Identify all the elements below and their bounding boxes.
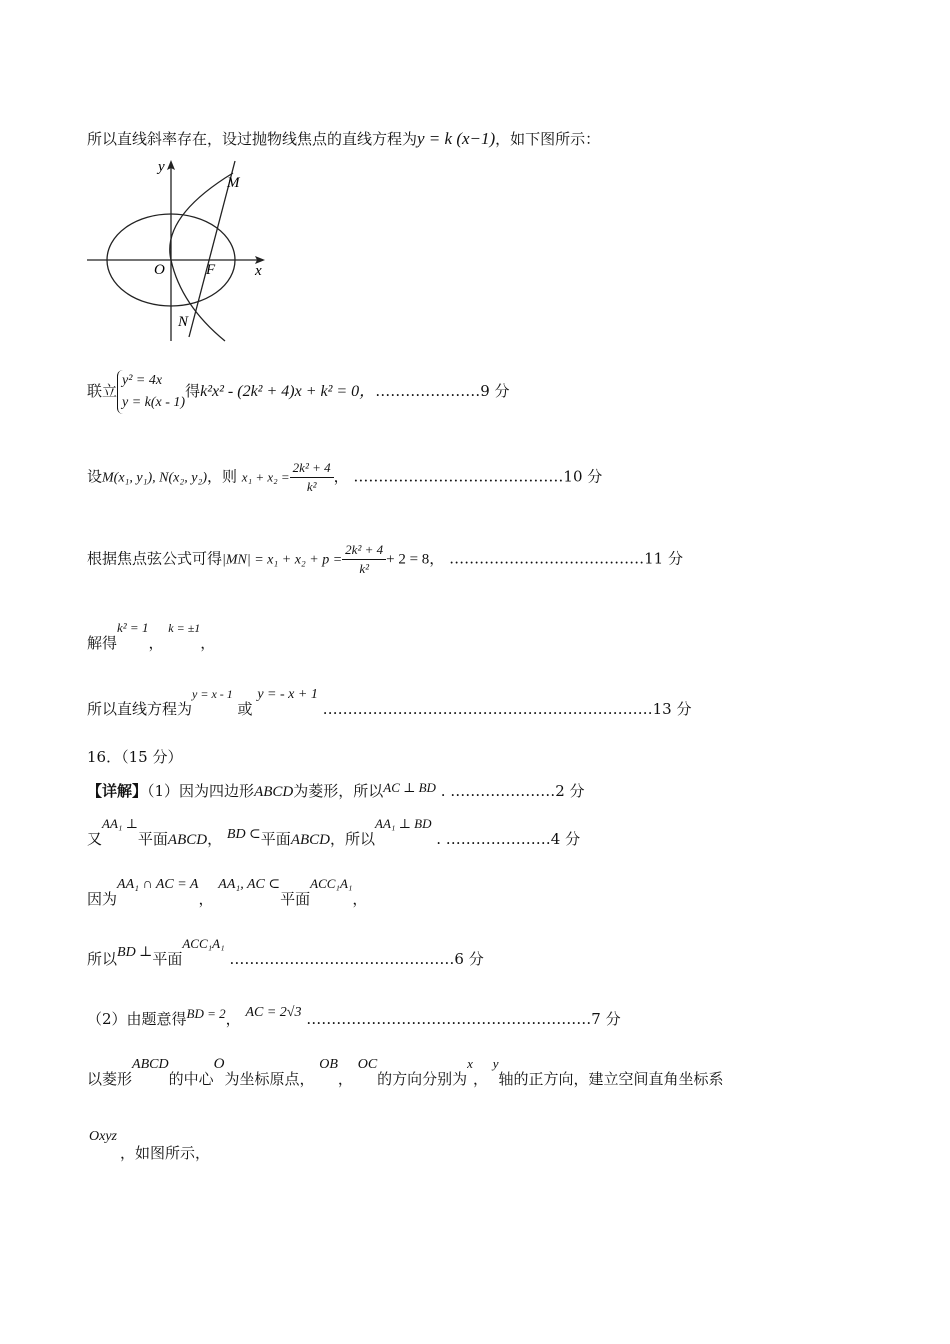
axis-x: x: [467, 1056, 473, 1071]
line2-equation: k²x² - (2k² + 4)x + k² = 0，: [200, 383, 376, 400]
line3-then: ，则: [207, 467, 238, 486]
comma: ，: [225, 1010, 241, 1028]
line5-end: ，: [200, 634, 216, 652]
line12-text: （2）由题意得: [87, 1010, 187, 1028]
text-line-2: [87, 370, 510, 414]
leader-dots: . …………………: [440, 782, 556, 800]
comma: ，: [337, 1070, 353, 1088]
text-line-1: [87, 128, 600, 149]
intersection-eq: AA₁ ∩ AC = A: [117, 877, 199, 892]
line5-sep: ，: [148, 634, 164, 652]
focal-chord-eq: |MN| = x₁ + x₂ + p =: [222, 552, 343, 568]
line8-text2: 为菱形，所以: [293, 782, 384, 800]
line13-t5: 轴的正方向，建立空间直角坐标系: [498, 1070, 724, 1088]
bd-perp: BD ⊥: [117, 945, 153, 960]
line1-tail: ，如下图所示：: [495, 130, 601, 148]
leader-dots: ……………………………………: [353, 467, 564, 486]
score: 11 分: [644, 549, 683, 568]
equation-system: [117, 370, 185, 414]
line6-text: 所以直线方程为: [87, 700, 193, 718]
score: 6 分: [454, 950, 484, 968]
detail-label: 【详解】: [87, 782, 148, 800]
leader-dots: …………………………………………………: [306, 1010, 592, 1028]
bd-value: BD = 2: [186, 1006, 226, 1021]
fraction: [342, 542, 386, 577]
text-line-12: [87, 1005, 621, 1029]
line-eq-2: y = - x + 1: [257, 687, 318, 702]
k-value-eq: k = ±1: [168, 621, 201, 635]
leader-dots: …………………………………………………………: [322, 700, 653, 718]
abcd: ABCD: [132, 1057, 169, 1072]
score: 13 分: [652, 700, 692, 718]
score: 9 分: [480, 382, 510, 400]
abcd: ABCD: [254, 784, 294, 800]
figure-label-N: N: [178, 314, 189, 330]
axis-y: y: [492, 1056, 499, 1071]
aa1-perp: AA₁ ⊥: [102, 816, 138, 831]
line9-text2: ，所以: [329, 830, 375, 848]
oc: OC: [357, 1057, 378, 1072]
line13-text: 以菱形: [87, 1070, 133, 1088]
line-eq-1: y = x - 1: [192, 687, 233, 701]
fraction-numerator: 2k² + 4: [342, 542, 386, 560]
question-heading: [87, 746, 182, 767]
text-line-11: [87, 936, 484, 969]
plane-label: 平面: [152, 950, 183, 968]
score: 4 分: [550, 830, 581, 848]
fraction: [290, 460, 334, 495]
comma: ，: [207, 830, 223, 848]
text-line-8: [87, 780, 585, 801]
figure-label-O: O: [154, 262, 165, 278]
leader-dots: …………………………………: [449, 549, 645, 568]
figure-label-M: M: [227, 175, 240, 191]
line3-comma: ，: [333, 467, 349, 486]
line8-text: （1）因为四边形: [147, 782, 255, 800]
system-eq-1: y² = 4x: [122, 373, 163, 388]
k-squared-eq: k² = 1: [117, 620, 149, 635]
plane-label: 平面: [280, 890, 311, 908]
line6-or: 或: [237, 700, 253, 718]
line9-text: 又: [87, 830, 103, 848]
text-line-10: [87, 876, 368, 909]
fraction-numerator: 2k² + 4: [290, 460, 334, 478]
text-line-14-eq: [89, 1126, 117, 1145]
line10-end: ，: [352, 890, 368, 908]
system-eq-2: y = k(x - 1): [122, 395, 186, 410]
origin-o: O: [213, 1056, 225, 1072]
text-line-4: [87, 542, 683, 577]
comma: ，: [198, 890, 214, 908]
plane-label: 平面: [137, 830, 168, 848]
leader-dots: . …………………: [436, 830, 551, 848]
text-line-14: [120, 1142, 210, 1163]
bd-subset: BD ⊂: [226, 827, 261, 842]
ac-value: AC = 2√3: [245, 1005, 302, 1020]
ob: OB: [319, 1057, 338, 1072]
figure-label-x: x: [255, 263, 262, 279]
text-line-6: [87, 687, 692, 719]
score: 2 分: [555, 782, 585, 800]
abcd: ABCD: [290, 832, 330, 848]
line13-t3: 为坐标原点，: [224, 1070, 315, 1088]
comma: ，: [472, 1070, 488, 1088]
fraction-denominator: k²: [359, 561, 369, 576]
line11-text: 所以: [87, 950, 118, 968]
line14-text: ，如图所示，: [120, 1144, 211, 1162]
ac-perp-bd: AC ⊥ BD: [383, 780, 436, 795]
ellipse-parabola-figure: [85, 155, 275, 345]
line13-t2: 的中心: [168, 1070, 214, 1088]
plane-acc1a1: ACC₁A₁: [310, 876, 353, 891]
plane-acc1a1: ACC₁A₁: [182, 936, 225, 951]
focal-chord-tail: + 2 = 8: [386, 551, 430, 568]
question-number: 16．（15 分）: [87, 748, 183, 766]
subset-eq: AA₁, AC ⊂: [218, 877, 281, 892]
aa1-perp-bd: AA₁ ⊥ BD: [375, 816, 432, 831]
line4-comma: ，: [429, 549, 445, 568]
score: 10 分: [563, 467, 603, 486]
line5-text: 解得: [87, 634, 118, 652]
abcd: ABCD: [167, 832, 208, 848]
text-line-13: [87, 1056, 724, 1089]
text-line-9: [87, 816, 581, 849]
fraction-denominator: k²: [306, 479, 317, 494]
score: 7 分: [591, 1010, 621, 1028]
leader-dots: ………………………………………: [229, 950, 455, 968]
text-line-3: [87, 460, 602, 495]
line13-t4: 的方向分别为: [377, 1070, 468, 1088]
leader-dots: …………………: [375, 382, 481, 400]
figure-label-y: y: [158, 159, 165, 175]
line1-equation: y = k (x−1): [417, 129, 496, 148]
plane-label: 平面: [260, 830, 291, 848]
line1-text: 所以直线斜率存在，设过抛物线焦点的直线方程为: [87, 130, 418, 148]
points-mn: M(x₁, y₁), N(x₂, y₂): [102, 470, 207, 486]
coordinate-system-oxyz: Oxyz: [89, 1129, 117, 1144]
line4-text: 根据焦点弦公式可得: [87, 549, 223, 568]
line2-text: 联立: [87, 382, 118, 400]
sum-x: x₁ + x₂ =: [241, 469, 290, 485]
figure-label-F: F: [206, 262, 216, 278]
line3-text: 设: [87, 467, 103, 486]
line2-mid: 得: [185, 382, 201, 400]
line10-text: 因为: [87, 890, 118, 908]
